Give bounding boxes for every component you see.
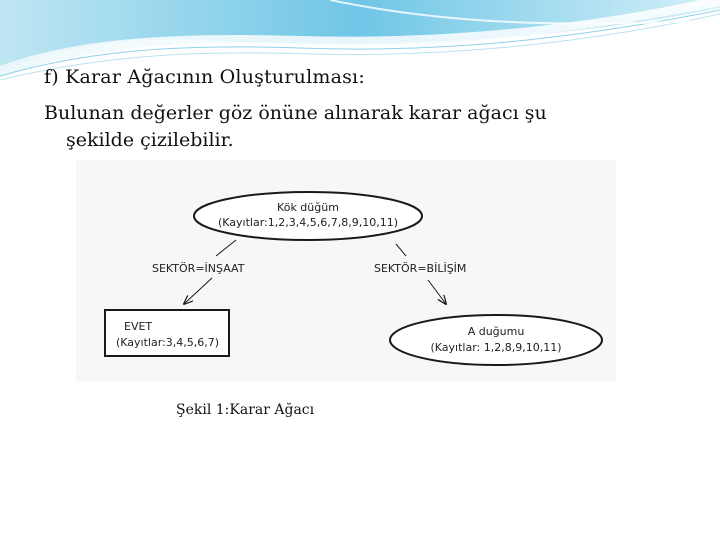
left-branch-label: SEKTÖR=İNŞAAT (152, 262, 245, 275)
figure-caption: Şekil 1:Karar Ağacı (176, 402, 315, 418)
right-branch-arrow (428, 280, 446, 304)
root-node-name: Kök düğüm (277, 201, 339, 214)
body-line-1: Bulunan değerler göz önüne alınarak karar ağacı şu (44, 102, 547, 124)
child-node-a (390, 315, 602, 365)
leaf-node-name: EVET (124, 320, 153, 333)
body-line-2: şekilde çizilebilir. (66, 129, 234, 151)
left-branch-line-top (216, 240, 236, 256)
root-node-records: (Kayıtlar:1,2,3,4,5,6,7,8,9,10,11) (217, 216, 399, 229)
left-branch-arrow (184, 278, 212, 304)
leaf-node-evet (105, 310, 229, 356)
right-branch-label: SEKTÖR=BİLİŞİM (374, 262, 467, 275)
decision-tree-figure (76, 160, 616, 382)
slide-body-text (44, 100, 684, 154)
leaf-node-records: (Kayıtlar:3,4,5,6,7) (116, 336, 220, 349)
right-branch-line-top (396, 244, 406, 256)
slide-heading: f) Karar Ağacının Oluşturulması: (44, 66, 365, 88)
decision-tree-diagram (76, 160, 616, 382)
child-node-records: (Kayıtlar: 1,2,8,9,10,11) (430, 341, 562, 354)
child-node-name: A duğumu (467, 325, 525, 338)
